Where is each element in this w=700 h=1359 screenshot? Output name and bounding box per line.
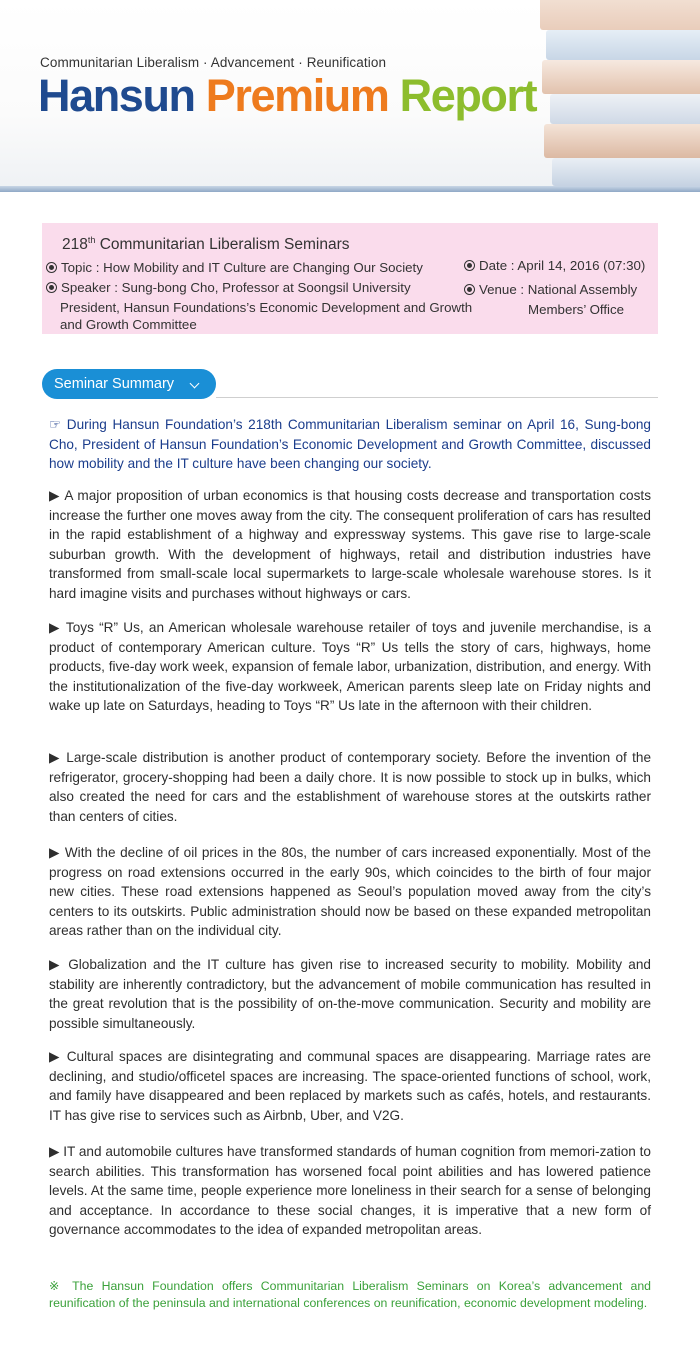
speaker-line2: President, Hansun Foundations’s Economic Development and Growth [60,300,473,315]
body-paragraph-1: ▶ A major proposition of urban economics is that housing costs decrease and transportation costs increase the further one moves away from the city. The consequent proliferation of cars has resulted in the rapid establishment of a highway and expressway systems. This gave rise to large-scale suburban growth. With the development of highways, retail and distribution industries have transformed from small-scale local supermarkets to large-scale wholesale warehouse stores. Is it hard imagine visits and purchases without highways or cars. [49,488,651,601]
speaker-row [46,280,411,295]
intro-paragraph: ☞ During Hansun Foundation’s 218th Communitarian Liberalism seminar on April 16, Sung-bong Cho, President of Hansun Foundation’s Economic Development and Growth Committee, discussed how mobility and the IT culture have been changing our society. [49,417,651,472]
series-ordinal: th [87,235,96,245]
body-paragraph-2: ▶ Toys “R” Us, an American wholesale warehouse retailer of toys and juvenile merchandise, is a product of contemporary American culture. Toys “R” Us tells the story of cars, highways, home products, five-day work week, expansion of female labor, urbanization, distribution, and energy. With the institutionalization of the five-day workweek, American parents sleep late on Friday nights and wake up late on Saturdays, heading to Toys “R” Us late in the afternoon with their children. [49,620,651,714]
venue-line2: Members’ Office [528,302,625,317]
body-paragraph-6: ▶ Cultural spaces are disintegrating and communal spaces are disappearing. Marriage rates are declining, and studio/officetel spaces are increasing. The space-oriented functions of school, work, and family have disappeared and been replaced by markets such as cafés, hotels, and restaurants. IT has give rise to services such as Airbnb, Uber, and V2G. [49,1049,651,1123]
body-paragraph-5: ▶ Globalization and the IT culture has given rise to increased security to mobility. Mobility and stability are inherently contradictory, but the advancement of mobile communication has resulted in the great revolution that is the possibility of on-the-move communication. Security and mobility are possible simultaneously. [49,957,651,1031]
header-tagline: Communitarian Liberalism · Advancement · Reunification [40,55,387,70]
bullet-icon [46,282,57,293]
brand-word-premium: Premium [205,70,389,121]
bullet-icon [464,260,475,271]
bullet-icon [464,284,475,295]
chevron-down-icon [190,379,200,389]
topic-row [46,260,423,275]
date-row [464,258,645,273]
series-number: 218 [62,236,88,253]
body-paragraph-3: ▶ Large-scale distribution is another product of contemporary society. Before the invention of the refrigerator, grocery-shopping had been a daily chore. It is now possible to stock up in bulks, which also created the need for cars and the establishment of warehouse stores at the outskirts rather than centers of cities. [49,750,651,824]
date-text: Date : April 14, 2016 (07:30) [479,258,646,273]
books-illustration [540,0,700,186]
venue-text: Venue : National Assembly [479,282,638,297]
speaker-line3: and Growth Committee [60,317,197,332]
brand-word-report: Report [399,70,537,121]
venue-row [464,282,637,297]
seminar-summary-label: Seminar Summary [54,376,175,392]
report-header [0,0,700,192]
body-paragraph-7: ▶ IT and automobile cultures have transformed standards of human cognition from memori-zation to search abilities. This transformation has worsened focal point abilities and has lowered patience levels. At the same time, people experience more loneliness in their search for a sense of belonging and acceptance. In accordance to these social changes, it is imperative that a new form of governance accommodates to the idea of expanded metropolitan areas. [49,1144,651,1238]
footer-note: ※ The Hansun Foundation offers Communitarian Liberalism Seminars on Korea’s advancement and reunification of the peninsula and international conferences on reunification, economic development modeling. [49,1279,651,1311]
seminar-series-title [62,235,350,254]
seminar-info-box [42,223,658,334]
brand-word-hansun: Hansun [38,70,195,121]
bullet-icon [46,262,57,273]
seminar-summary-tab[interactable] [42,369,216,399]
topic-text: Topic : How Mobility and IT Culture are Changing Our Society [61,260,423,275]
summary-divider [216,397,658,398]
series-name: Communitarian Liberalism Seminars [95,236,350,253]
brand-title [38,68,536,124]
header-divider [0,186,700,192]
body-paragraph-4: ▶ With the decline of oil prices in the 80s, the number of cars increased exponentially. Most of the progress on road extensions occurred in the early 90s, which coincides to the birth of four major new cities. These road extensions happened as Seoul’s population moved away from the city’s centers to its outskirts. Public administration should now be based on these expanded metropolitan areas rather than on the individual city. [49,845,651,939]
speaker-text: Speaker : Sung-bong Cho, Professor at Soongsil University [61,280,411,295]
